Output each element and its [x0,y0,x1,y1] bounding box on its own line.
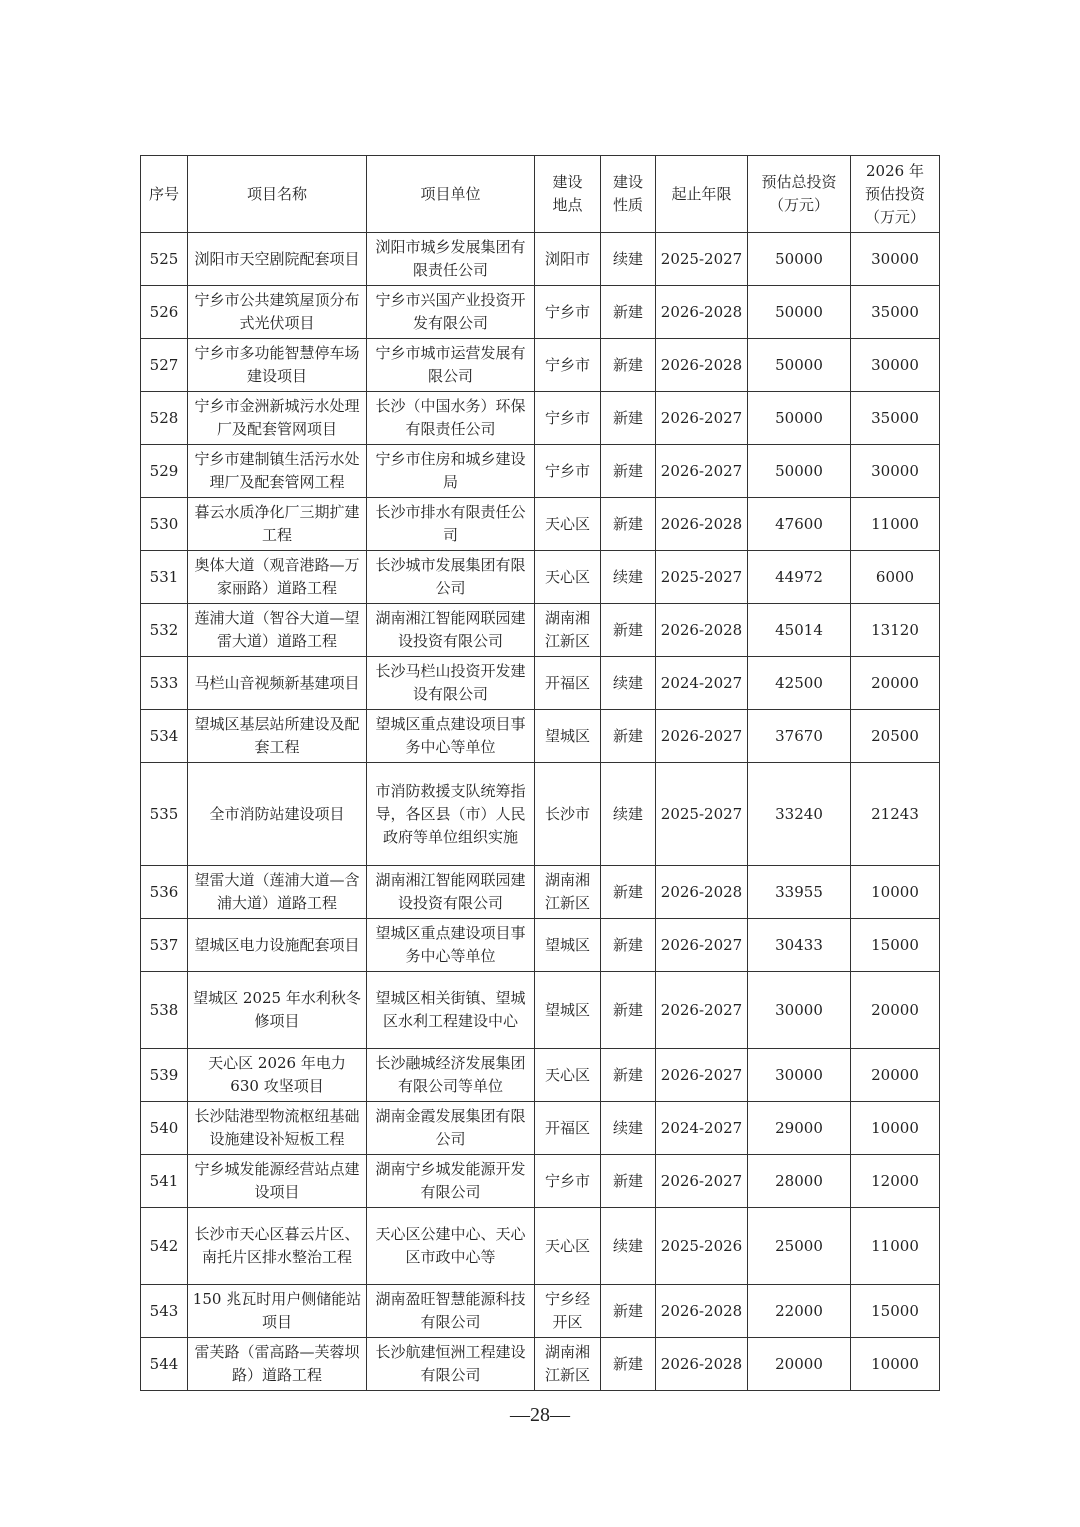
row-period: 2026-2028 [656,604,748,657]
row-total-investment: 28000 [748,1155,851,1208]
row-project-name: 天心区 2026 年电力 630 攻坚项目 [188,1049,367,1102]
row-index: 525 [141,233,188,286]
row-project-name: 望城区基层站所建设及配套工程 [188,710,367,763]
table-row [141,604,940,657]
row-project-unit: 长沙融城经济发展集团有限公司等单位 [367,1049,535,1102]
row-project-name: 150 兆瓦时用户侧储能站项目 [188,1285,367,1338]
row-location: 宁乡市 [535,1155,601,1208]
table-row [141,866,940,919]
row-2026-investment: 11000 [851,1208,940,1285]
row-location: 湖南湘江新区 [535,866,601,919]
row-2026-investment: 10000 [851,1102,940,1155]
row-index: 533 [141,657,188,710]
row-project-name: 奥体大道（观音港路—万家丽路）道路工程 [188,551,367,604]
row-total-investment: 22000 [748,1285,851,1338]
row-period: 2024-2027 [656,1102,748,1155]
row-2026-investment: 15000 [851,1285,940,1338]
row-total-investment: 50000 [748,233,851,286]
row-index: 528 [141,392,188,445]
row-2026-investment: 13120 [851,604,940,657]
row-location: 宁乡经开区 [535,1285,601,1338]
row-2026-investment: 11000 [851,498,940,551]
row-project-name: 浏阳市天空剧院配套项目 [188,233,367,286]
row-total-investment: 30000 [748,1049,851,1102]
row-period: 2026-2027 [656,1155,748,1208]
table-row [141,1049,940,1102]
table-row [141,233,940,286]
row-location: 宁乡市 [535,445,601,498]
row-project-unit: 长沙航建恒洲工程建设有限公司 [367,1338,535,1391]
row-total-investment: 50000 [748,445,851,498]
row-index: 537 [141,919,188,972]
table-row [141,551,940,604]
row-period: 2026-2027 [656,919,748,972]
row-total-investment: 37670 [748,710,851,763]
row-project-name: 宁乡市建制镇生活污水处理厂及配套管网工程 [188,445,367,498]
row-nature: 新建 [601,1285,656,1338]
row-2026-investment: 30000 [851,445,940,498]
row-project-name: 望城区电力设施配套项目 [188,919,367,972]
row-project-name: 莲浦大道（智谷大道—望雷大道）道路工程 [188,604,367,657]
row-location: 长沙市 [535,763,601,866]
table-row [141,919,940,972]
row-project-unit: 长沙（中国水务）环保有限责任公司 [367,392,535,445]
table-row [141,710,940,763]
row-project-name: 望城区 2025 年水利秋冬修项目 [188,972,367,1049]
table-body [141,233,940,1391]
row-total-investment: 45014 [748,604,851,657]
row-project-unit: 湖南宁乡城发能源开发有限公司 [367,1155,535,1208]
row-index: 540 [141,1102,188,1155]
row-total-investment: 44972 [748,551,851,604]
row-location: 宁乡市 [535,286,601,339]
table-row [141,1285,940,1338]
row-nature: 续建 [601,233,656,286]
row-location: 浏阳市 [535,233,601,286]
row-location: 湖南湘江新区 [535,1338,601,1391]
row-nature: 新建 [601,972,656,1049]
table-row [141,445,940,498]
row-period: 2026-2027 [656,392,748,445]
row-period: 2025-2027 [656,233,748,286]
table-row [141,498,940,551]
row-2026-investment: 35000 [851,392,940,445]
row-nature: 续建 [601,1208,656,1285]
row-project-unit: 天心区公建中心、天心区市政中心等 [367,1208,535,1285]
row-nature: 新建 [601,445,656,498]
row-period: 2026-2028 [656,866,748,919]
table-row [141,1155,940,1208]
row-2026-investment: 20000 [851,1049,940,1102]
row-nature: 新建 [601,919,656,972]
row-project-unit: 市消防救援支队统筹指导，各区县（市）人民政府等单位组织实施 [367,763,535,866]
row-2026-investment: 10000 [851,866,940,919]
row-project-unit: 长沙城市发展集团有限公司 [367,551,535,604]
row-project-name: 长沙市天心区暮云片区、南托片区排水整治工程 [188,1208,367,1285]
row-location: 望城区 [535,919,601,972]
row-project-unit: 浏阳市城乡发展集团有限责任公司 [367,233,535,286]
row-project-name: 望雷大道（莲浦大道—含浦大道）道路工程 [188,866,367,919]
row-nature: 续建 [601,763,656,866]
row-2026-investment: 30000 [851,233,940,286]
row-period: 2026-2027 [656,710,748,763]
row-project-unit: 湖南金霞发展集团有限公司 [367,1102,535,1155]
row-location: 天心区 [535,498,601,551]
row-index: 539 [141,1049,188,1102]
row-period: 2026-2028 [656,339,748,392]
row-project-unit: 湖南湘江智能网联园建设投资有限公司 [367,604,535,657]
row-total-investment: 30000 [748,972,851,1049]
row-index: 529 [141,445,188,498]
header-nature: 建设 性质 [601,156,656,233]
row-index: 544 [141,1338,188,1391]
row-period: 2025-2027 [656,763,748,866]
row-project-unit: 湖南盈旺智慧能源科技有限公司 [367,1285,535,1338]
row-total-investment: 25000 [748,1208,851,1285]
row-total-investment: 50000 [748,339,851,392]
row-index: 534 [141,710,188,763]
row-location: 天心区 [535,1208,601,1285]
row-nature: 续建 [601,551,656,604]
table-row [141,1338,940,1391]
row-project-unit: 宁乡市住房和城乡建设局 [367,445,535,498]
page-number: —28— [510,1404,570,1426]
row-project-unit: 望城区重点建设项目事务中心等单位 [367,919,535,972]
table-row [141,657,940,710]
row-index: 538 [141,972,188,1049]
row-project-unit: 望城区重点建设项目事务中心等单位 [367,710,535,763]
row-project-name: 宁乡市公共建筑屋顶分布式光伏项目 [188,286,367,339]
row-2026-investment: 6000 [851,551,940,604]
row-project-name: 长沙陆港型物流枢纽基础设施建设补短板工程 [188,1102,367,1155]
table-row [141,972,940,1049]
row-2026-investment: 21243 [851,763,940,866]
row-project-unit: 长沙马栏山投资开发建设有限公司 [367,657,535,710]
row-period: 2025-2026 [656,1208,748,1285]
row-period: 2026-2028 [656,1285,748,1338]
table-row [141,1102,940,1155]
row-2026-investment: 12000 [851,1155,940,1208]
row-2026-investment: 15000 [851,919,940,972]
row-period: 2026-2028 [656,286,748,339]
table-row [141,1208,940,1285]
row-index: 543 [141,1285,188,1338]
row-index: 541 [141,1155,188,1208]
row-period: 2026-2028 [656,1338,748,1391]
row-location: 湖南湘江新区 [535,604,601,657]
project-table [140,155,940,1391]
row-location: 宁乡市 [535,392,601,445]
table-row [141,392,940,445]
row-period: 2026-2027 [656,1049,748,1102]
row-project-unit: 长沙市排水有限责任公司 [367,498,535,551]
row-location: 开福区 [535,657,601,710]
row-index: 542 [141,1208,188,1285]
table-row [141,286,940,339]
row-total-investment: 29000 [748,1102,851,1155]
row-period: 2024-2027 [656,657,748,710]
row-project-unit: 湖南湘江智能网联园建设投资有限公司 [367,866,535,919]
row-project-unit: 望城区相关街镇、望城区水利工程建设中心 [367,972,535,1049]
row-period: 2026-2027 [656,972,748,1049]
row-index: 536 [141,866,188,919]
table-row [141,763,940,866]
row-2026-investment: 35000 [851,286,940,339]
row-period: 2025-2027 [656,551,748,604]
row-index: 535 [141,763,188,866]
row-location: 开福区 [535,1102,601,1155]
row-project-name: 全市消防站建设项目 [188,763,367,866]
row-nature: 新建 [601,339,656,392]
row-nature: 新建 [601,498,656,551]
header-index: 序号 [141,156,188,233]
row-total-investment: 50000 [748,286,851,339]
row-index: 527 [141,339,188,392]
row-2026-investment: 10000 [851,1338,940,1391]
row-nature: 新建 [601,286,656,339]
row-location: 天心区 [535,551,601,604]
row-project-name: 宁乡城发能源经营站点建设项目 [188,1155,367,1208]
row-project-name: 雷芙路（雷高路—芙蓉坝路）道路工程 [188,1338,367,1391]
header-project-name: 项目名称 [188,156,367,233]
row-index: 530 [141,498,188,551]
row-index: 526 [141,286,188,339]
row-nature: 新建 [601,392,656,445]
row-nature: 新建 [601,604,656,657]
table-row [141,339,940,392]
row-location: 天心区 [535,1049,601,1102]
row-project-unit: 宁乡市兴国产业投资开发有限公司 [367,286,535,339]
row-2026-investment: 20000 [851,657,940,710]
row-total-investment: 30433 [748,919,851,972]
row-location: 宁乡市 [535,339,601,392]
row-total-investment: 50000 [748,392,851,445]
row-2026-investment: 30000 [851,339,940,392]
row-nature: 新建 [601,1338,656,1391]
row-project-name: 马栏山音视频新基建项目 [188,657,367,710]
row-nature: 新建 [601,1155,656,1208]
row-project-name: 暮云水质净化厂三期扩建工程 [188,498,367,551]
header-total-investment: 预估总投资 （万元） [748,156,851,233]
header-2026-investment: 2026 年 预估投资 （万元） [851,156,940,233]
row-project-unit: 宁乡市城市运营发展有限公司 [367,339,535,392]
row-period: 2026-2027 [656,445,748,498]
row-2026-investment: 20500 [851,710,940,763]
row-nature: 续建 [601,1102,656,1155]
table-header-row [141,156,940,233]
header-location: 建设 地点 [535,156,601,233]
row-total-investment: 42500 [748,657,851,710]
row-index: 532 [141,604,188,657]
row-2026-investment: 20000 [851,972,940,1049]
row-location: 望城区 [535,972,601,1049]
row-nature: 新建 [601,866,656,919]
header-period: 起止年限 [656,156,748,233]
row-total-investment: 33240 [748,763,851,866]
row-index: 531 [141,551,188,604]
row-nature: 新建 [601,1049,656,1102]
header-project-unit: 项目单位 [367,156,535,233]
row-location: 望城区 [535,710,601,763]
row-total-investment: 33955 [748,866,851,919]
row-nature: 新建 [601,710,656,763]
row-project-name: 宁乡市多功能智慧停车场建设项目 [188,339,367,392]
row-nature: 续建 [601,657,656,710]
row-project-name: 宁乡市金洲新城污水处理厂及配套管网项目 [188,392,367,445]
row-total-investment: 47600 [748,498,851,551]
row-total-investment: 20000 [748,1338,851,1391]
row-period: 2026-2028 [656,498,748,551]
